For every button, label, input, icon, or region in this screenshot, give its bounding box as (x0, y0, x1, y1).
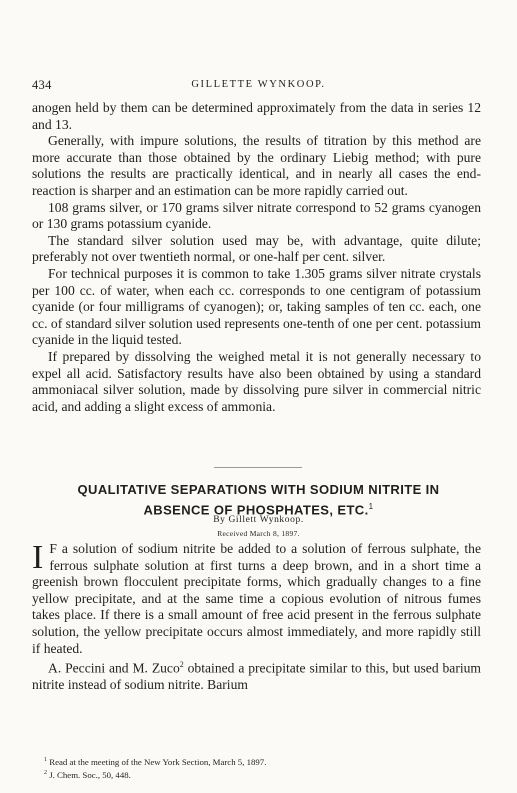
paragraph (32, 541, 481, 657)
paragraph (32, 657, 481, 694)
received-date: Received March 8, 1897. (217, 529, 300, 538)
footnotes (32, 755, 481, 781)
paragraph-text: A. Peccini and M. Zuco (48, 660, 180, 676)
paragraph: The standard silver solution used may be, with advantage, quite dilute; preferably not over twentieth normal, or one-half per cent. silver. (32, 232, 481, 265)
paragraph: If prepared by dissolving the weighed metal it is not generally necessary to expel all acid. Satisfactory results have also been obtained by using a standard ammoniacal silver solution, made by dissolving pure silver in commercial nitric acid, and adding a slight excess of ammonia. (32, 348, 481, 414)
section-divider (214, 467, 302, 468)
paragraph: 108 grams silver, or 170 grams silver nitrate correspond to 52 grams cyanogen or 130 grams potassium cyanide. (32, 199, 481, 232)
article-title-text: ABSENCE OF PHOSPHATES, ETC. (143, 501, 369, 517)
footnote-mark: 1 (44, 757, 47, 763)
footnote-text: Read at the meeting of the New York Section, March 5, 1897. (47, 756, 267, 767)
byline: By Gillett Wynkoop. (213, 515, 304, 525)
footnote-mark: 2 (179, 660, 184, 670)
drop-cap: I (32, 539, 44, 576)
footnote (32, 755, 481, 768)
page-number: 434 (32, 78, 52, 92)
footnote-text: J. Chem. Soc., 50, 448. (47, 769, 131, 780)
article-body (32, 541, 481, 694)
paragraph: anogen held by them can be determined approximately from the data in series 12 and 13. (32, 100, 481, 132)
section-body (32, 100, 481, 415)
footnote-mark: 1 (368, 501, 374, 511)
article-title-line: QUALITATIVE SEPARATIONS WITH SODIUM NITRITE IN (77, 482, 440, 497)
paragraph: For technical purposes it is common to take 1.305 grams silver nitrate crystals per 100 cc. of water, when each cc. corresponds to one centigram of potassium cyanide (or four milligrams of cyanogen); or, taking samples of ten cc. each, one cc. of standard silver solution used represents one-tenth of one per cent. potassium cyanide in the liquid tested. (32, 265, 481, 348)
footnote (32, 768, 481, 781)
article-title (0, 482, 517, 518)
footnote-mark: 2 (44, 769, 47, 776)
paragraph-text: obtained a precipitate similar to this, but used barium nitrite instead of sodium nitrite. Barium (32, 660, 481, 693)
running-title: GILLETTE WYNKOOP. (191, 79, 326, 90)
paragraph: Generally, with impure solutions, the results of titration by this method are more accurate than those obtained by the ordinary Liebig method; with pure solutions the results are practically identical, and in nearly all cases the end-reaction is sharper and an estimation can be more rapidly carried out. (32, 133, 481, 198)
paragraph-text: F a solution of sodium nitrite be added to a solution of ferrous sulphate, the ferrous sulphate solution at first turns a deep brown, and in a short time a greenish brown flocculent precipitate forms, which gradually changes to a fine yellow precipitate, and at the same time a copious evolution of nitrous fumes takes place. If there is a small amount of free acid present in the ferrous sulphate solution, the yellow precipitate occurs almost immediately, and more rapidly still if heated. (32, 541, 481, 656)
